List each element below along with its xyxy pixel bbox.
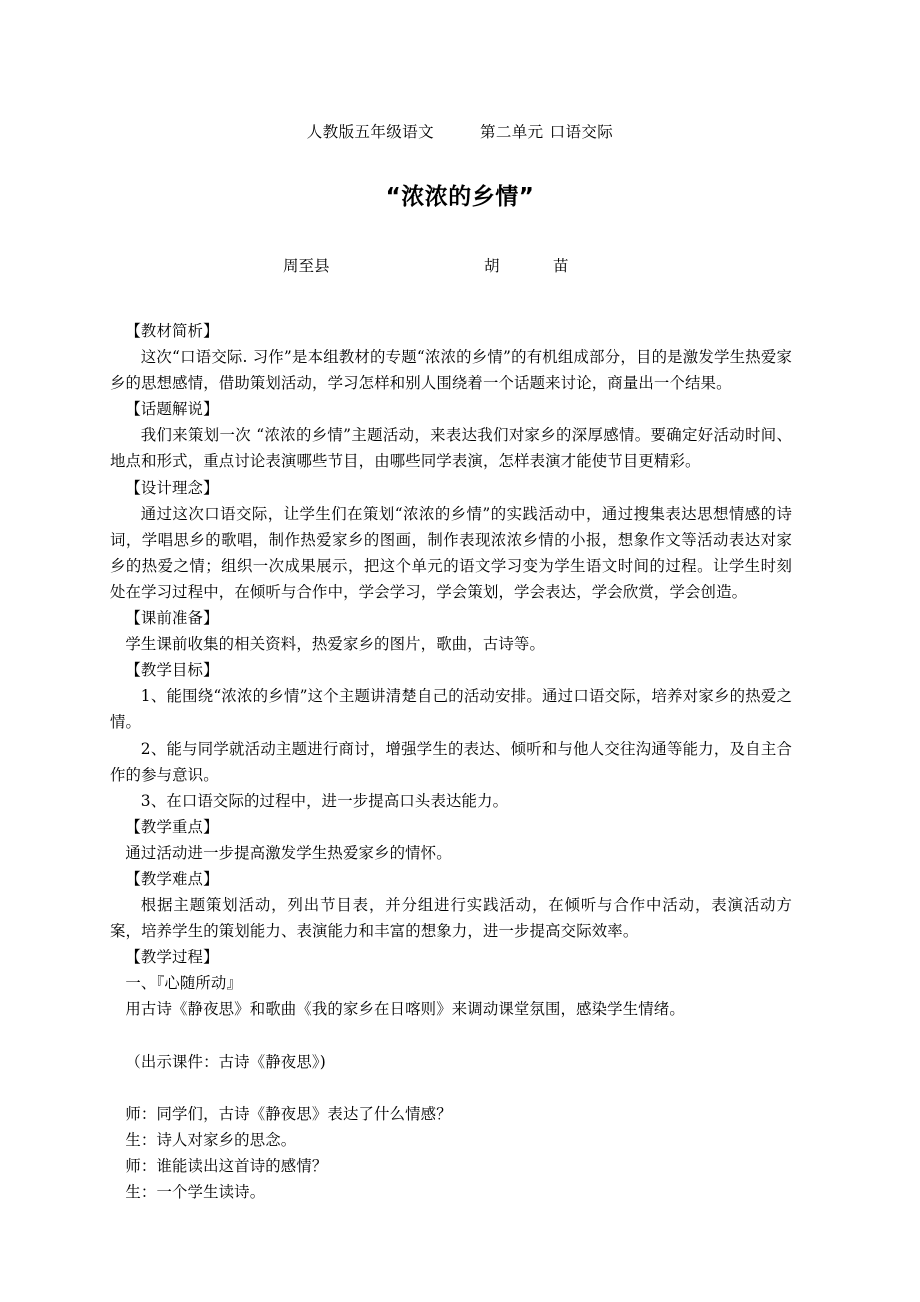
- header-subject: 人教版五年级语文: [306, 123, 434, 141]
- section-heading: 【设计理念】: [125, 478, 219, 497]
- paragraph: 师：同学们，古诗《静夜思》表达了什么情感？: [125, 1104, 452, 1123]
- byline-author-given-name: 苗: [553, 257, 569, 275]
- paragraph: 3、在口语交际的过程中，进一步提高口头表达能力。: [140, 791, 509, 810]
- section-heading: 【教学目标】: [125, 661, 219, 680]
- paragraph: 生：一个学生读诗。: [125, 1183, 266, 1202]
- section-heading: 【话题解说】: [125, 400, 219, 419]
- section-heading: 【教学重点】: [125, 817, 219, 836]
- paragraph: 师：谁能读出这首诗的感情？: [125, 1157, 328, 1175]
- paragraph: 1、能围绕“浓浓的乡情”这个主题讲清楚自己的活动安排。通过口语交际，培养对家乡的热爱之情。: [110, 687, 792, 732]
- section-heading: 【教学难点】: [125, 869, 219, 888]
- paragraph: 2、能与同学就活动主题进行商讨，增强学生的表达、倾听和与他人交往沟通等能力，及自主合作的参与意识。: [110, 739, 792, 784]
- paragraph: 学生课前收集的相关资料，热爱家乡的图片，歌曲，古诗等。: [125, 635, 545, 654]
- header-unit: 第二单元: [479, 123, 544, 141]
- byline-county: 周至县: [283, 257, 330, 275]
- header-topic: 口语交际: [549, 123, 614, 141]
- paragraph: 用古诗《静夜思》和歌曲《我的家乡在日喀则》来调动课堂氛围，感染学生情绪。: [125, 1000, 685, 1019]
- section-heading: 【课前准备】: [125, 609, 219, 628]
- paragraph: 一、『心随所动』: [125, 974, 243, 993]
- paragraph: 通过活动进一步提高激发学生热爱家乡的情怀。: [125, 843, 452, 862]
- paragraph: 这次“口语交际. 习作”是本组教材的专题“浓浓的乡情”的有机组成部分，目的是激发学生热爱家乡的思想感情，借助策划活动，学习怎样和别人围绕着一个话题来讨论，商量出一个结果。: [110, 348, 792, 393]
- document-header-line: [0, 120, 920, 144]
- paragraph: （出示课件：古诗《静夜思》): [125, 1052, 326, 1071]
- paragraph: 生：诗人对家乡的思念。: [125, 1130, 297, 1149]
- section-heading: 【教材简析】: [125, 322, 219, 340]
- spacer-line: [110, 1075, 792, 1101]
- byline-author-surname: 胡: [484, 257, 500, 275]
- document-title: “浓浓的乡情”: [385, 184, 535, 210]
- paragraph: 通过这次口语交际，让学生们在策划“浓浓的乡情”的实践活动中，通过搜集表达思想情感的诗词，学唱思乡的歌唱，制作热爱家乡的图画，制作表现浓浓乡情的小报，想象作文等活动表达对家乡的热爱之情；组织一次成果展示，把这个单元的语文学习变为学生语文时间的过程。让学生时刻处在学习过程中，在倾听与合作中，学会学习，学会策划，学会表达，学会欣赏，学会创造。: [110, 504, 792, 601]
- spacer-line: [110, 1023, 792, 1049]
- section-heading: 【教学过程】: [125, 948, 219, 967]
- paragraph: 根据主题策划活动，列出节目表，并分组进行实践活动，在倾听与合作中活动，表演活动方案，培养学生的策划能力、表演能力和丰富的想象力，进一步提高交际效率。: [110, 896, 792, 941]
- document-body: [110, 318, 792, 1205]
- paragraph: 我们来策划一次 “浓浓的乡情”主题活动，来表达我们对家乡的深厚感情。要确定好活动时间、地点和形式，重点讨论表演哪些节目，由哪些同学表演，怎样表演才能使节目更精彩。: [110, 426, 792, 471]
